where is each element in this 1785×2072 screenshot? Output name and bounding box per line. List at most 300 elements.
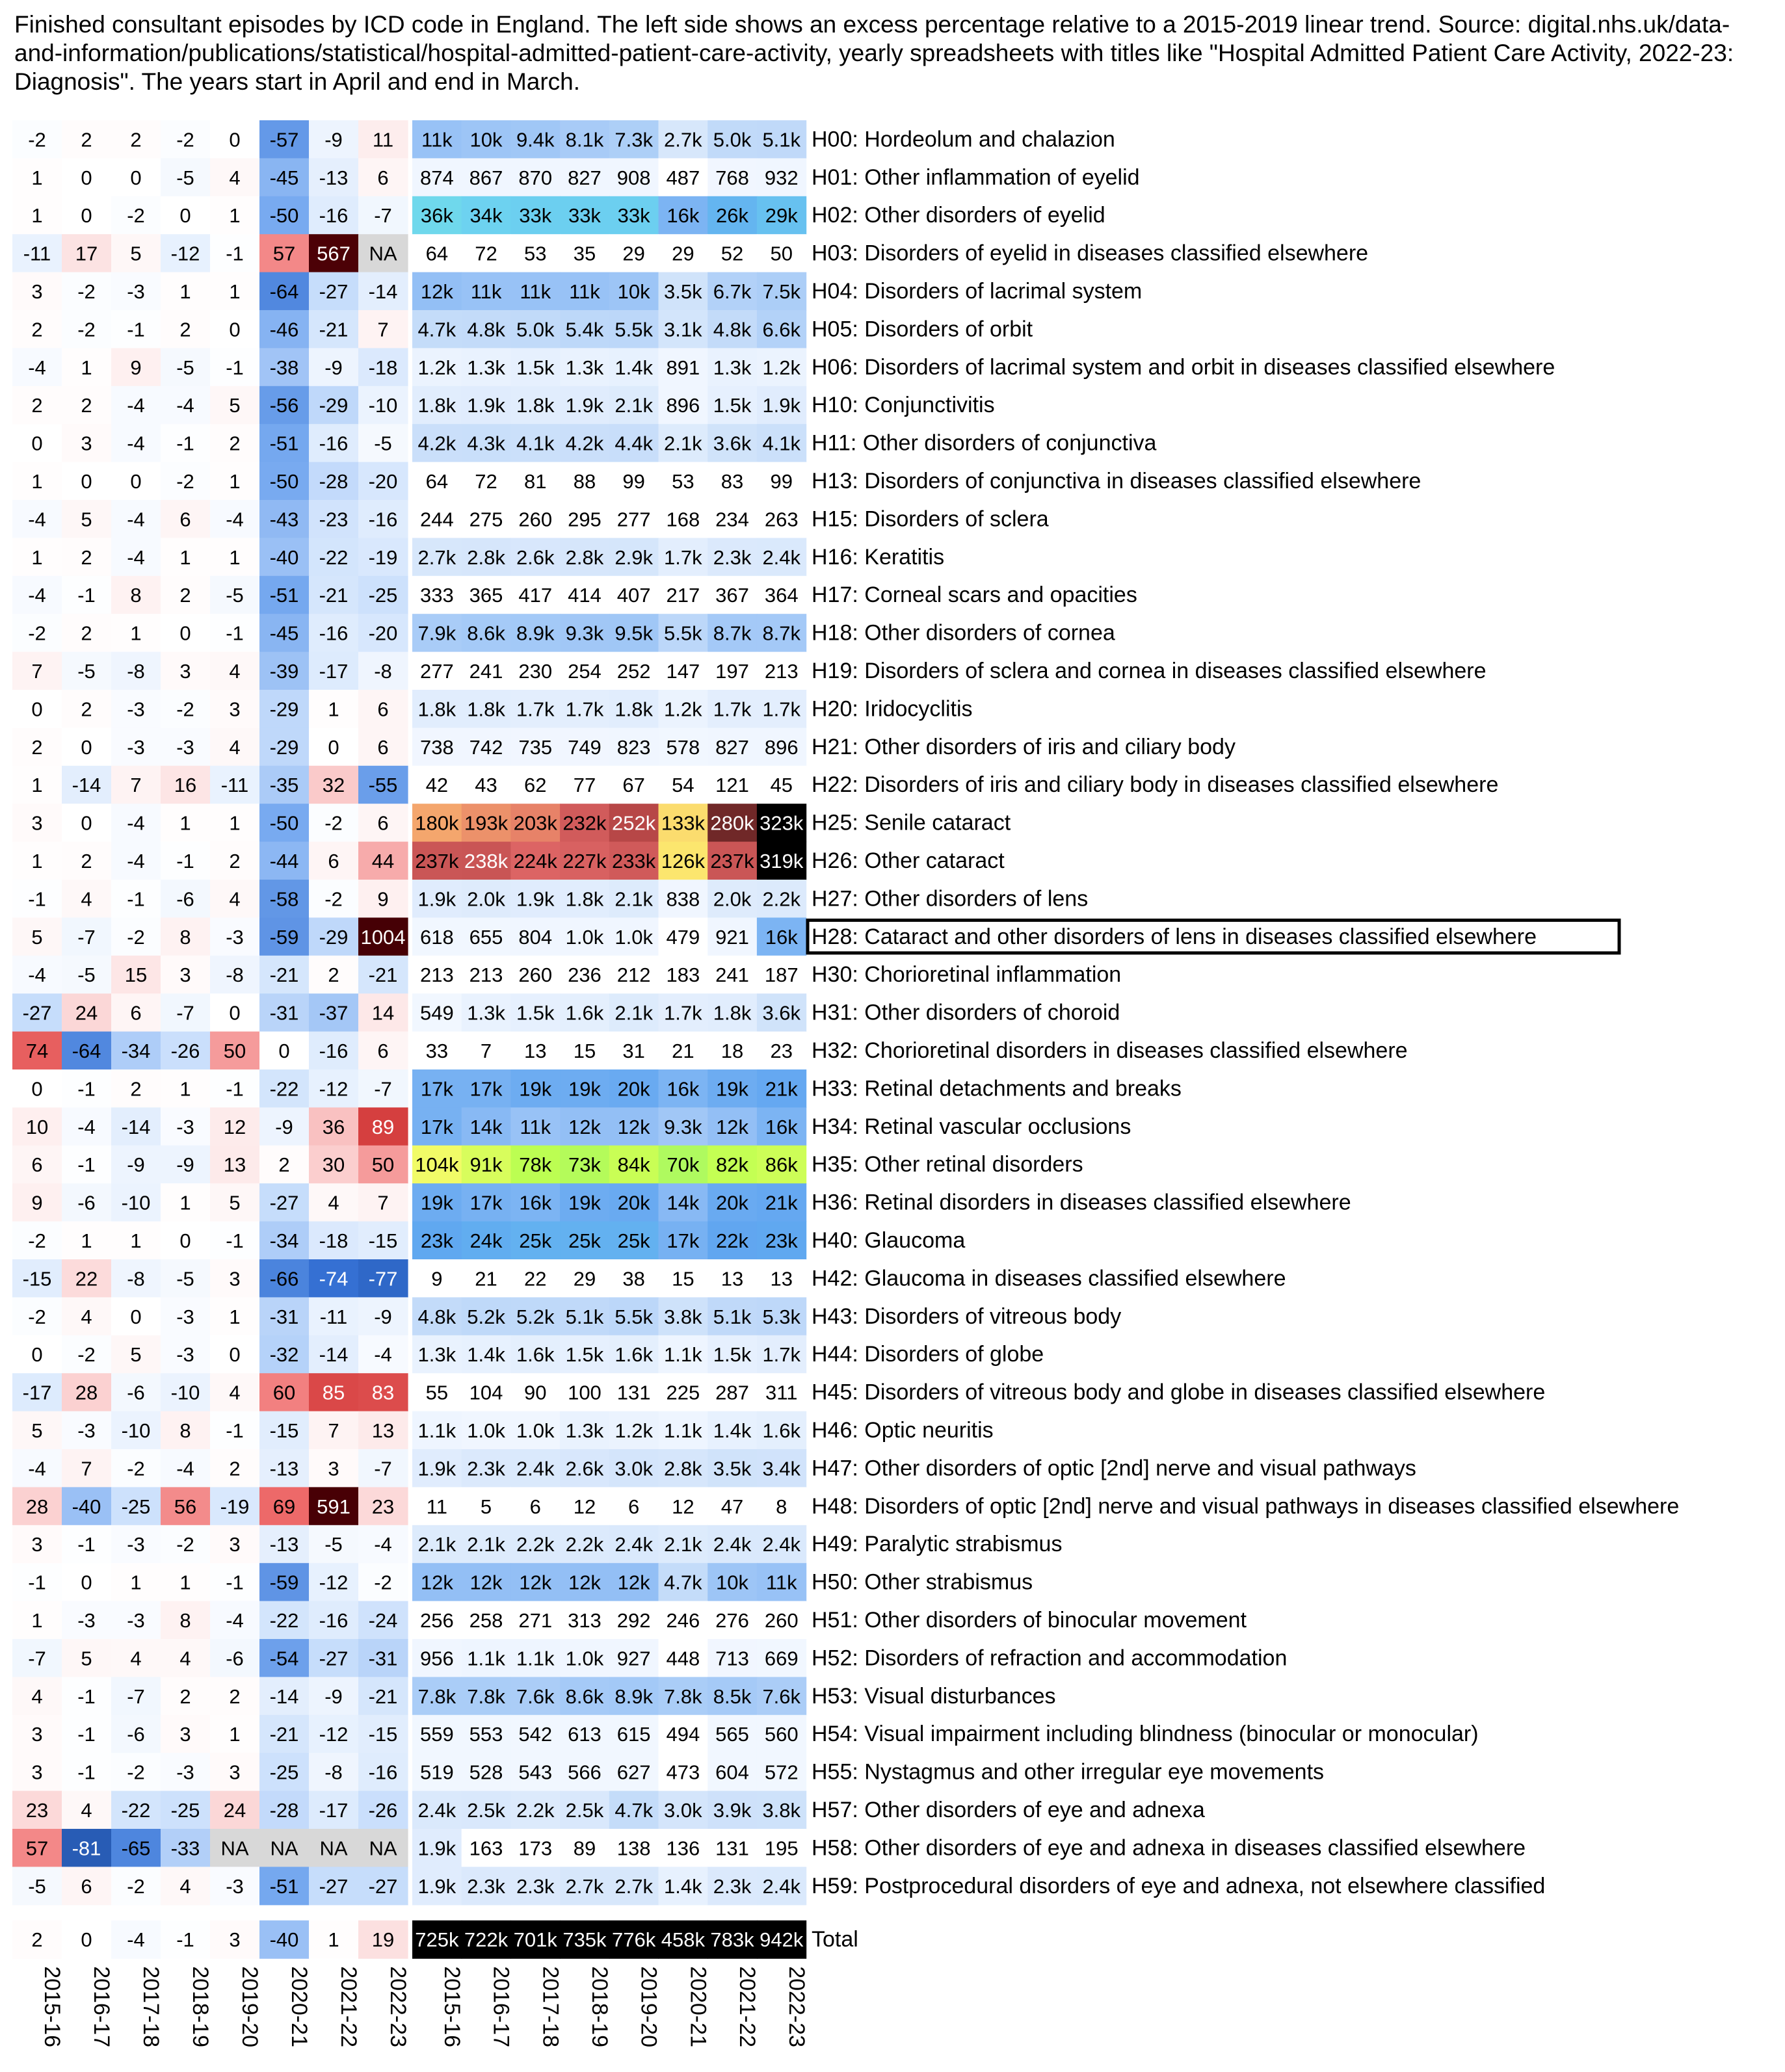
h27-excess-label: 9 — [377, 887, 389, 911]
h32-count-label: 7 — [480, 1039, 492, 1062]
h46-excess-label: 8 — [179, 1419, 191, 1442]
h28-excess-label: -29 — [319, 925, 349, 949]
h32-excess-label: -34 — [121, 1039, 151, 1062]
h58-excess-label: 57 — [25, 1837, 49, 1860]
total-excess-label: 1 — [328, 1928, 339, 1952]
h16-excess-label: -22 — [319, 545, 349, 569]
h27-count-label: 2.1k — [615, 887, 653, 911]
h51-count-label: 260 — [764, 1608, 799, 1632]
h20-count-label: 1.8k — [467, 698, 505, 721]
h20-count-label: 1.7k — [516, 698, 555, 721]
h51-count-label: 246 — [666, 1608, 700, 1632]
h36-count-label: 19k — [420, 1191, 453, 1214]
h22-excess-label: 1 — [31, 774, 43, 797]
h04-count-label: 11k — [569, 280, 600, 303]
h30-count-label: 260 — [518, 964, 553, 987]
h02-count-label: 16k — [667, 204, 700, 228]
h25-row-label: H25: Senile cataract — [812, 810, 1011, 835]
h11-excess-label: 2 — [229, 432, 241, 455]
h13-row-label: H13: Disorders of conjunctiva in diseases classified elsewhere — [812, 468, 1421, 493]
h51-count-label: 256 — [419, 1608, 454, 1632]
h54-excess-label: -21 — [269, 1723, 299, 1746]
h06-count-label: 1.2k — [417, 356, 456, 379]
h42-count-label: 15 — [672, 1267, 694, 1291]
h34-count-label: 17k — [420, 1115, 453, 1138]
h52-count-label: 927 — [616, 1647, 651, 1670]
h18-count-label: 7.9k — [417, 622, 456, 645]
h42-excess-label: -8 — [127, 1267, 145, 1291]
h13-count-label: 99 — [770, 469, 793, 493]
h17-excess-label: -5 — [226, 584, 244, 607]
h04-excess-label: 3 — [31, 280, 43, 303]
h34-count-label: 12k — [617, 1115, 650, 1138]
h50-count-label: 10k — [716, 1571, 749, 1594]
h47-excess-label: -13 — [269, 1457, 299, 1480]
h44-excess-label: -2 — [77, 1343, 96, 1367]
h57-excess-label: -17 — [319, 1798, 349, 1822]
h05-count-label: 4.7k — [417, 318, 456, 341]
h47-excess-label: 2 — [229, 1457, 241, 1480]
h33-count-label: 19k — [519, 1077, 552, 1101]
h00-excess-label: 11 — [372, 128, 394, 151]
h43-excess-label: -31 — [269, 1305, 299, 1328]
h51-count-label: 258 — [469, 1608, 503, 1632]
h02-excess-label: -16 — [319, 204, 349, 228]
h54-count-label: 559 — [419, 1723, 454, 1746]
h47-count-label: 2.4k — [516, 1457, 555, 1480]
h33-count-label: 17k — [420, 1077, 453, 1101]
h34-excess-label: -4 — [77, 1115, 96, 1138]
h53-excess-label: -14 — [269, 1685, 299, 1708]
h22-excess-label: 32 — [322, 774, 345, 797]
h05-excess-label: -2 — [77, 318, 96, 341]
h06-excess-label: -5 — [176, 356, 194, 379]
total-excess-label: 2 — [31, 1928, 43, 1952]
h45-excess-label: -10 — [170, 1381, 200, 1404]
h21-excess-label: 0 — [328, 735, 339, 759]
h30-count-label: 183 — [666, 964, 700, 987]
h27-count-label: 2.0k — [467, 887, 505, 911]
h01-excess-label: -45 — [269, 166, 299, 189]
h19-excess-label: -5 — [77, 659, 96, 683]
h01-count-label: 487 — [666, 166, 700, 189]
total-count-label: 776k — [612, 1928, 656, 1952]
h49-count-label: 2.2k — [516, 1533, 555, 1556]
h03-count-label: 29 — [622, 242, 645, 265]
h59-excess-label: -27 — [319, 1874, 349, 1898]
h47-count-label: 2.6k — [565, 1457, 604, 1480]
h58-excess-label: NA — [319, 1837, 348, 1860]
h26-excess-label: -4 — [127, 849, 145, 872]
h03-count-label: 52 — [721, 242, 744, 265]
h35-count-label: 91k — [469, 1153, 503, 1177]
h26-excess-label: -1 — [176, 849, 194, 872]
h34-excess-label: 12 — [223, 1115, 246, 1138]
h35-excess-label: 13 — [223, 1153, 246, 1177]
h53-count-label: 8.6k — [565, 1685, 604, 1708]
h31-count-label: 1.5k — [516, 1001, 555, 1025]
h45-excess-label: 85 — [322, 1381, 345, 1404]
h35-count-label: 84k — [617, 1153, 650, 1177]
h36-count-label: 21k — [765, 1191, 798, 1214]
h16-row-label: H16: Keratitis — [812, 544, 945, 570]
h55-excess-label: -25 — [269, 1761, 299, 1784]
h30-excess-label: -21 — [368, 964, 398, 987]
h25-count-label: 323k — [760, 811, 804, 835]
h21-excess-label: 4 — [229, 735, 241, 759]
h53-count-label: 7.8k — [664, 1685, 702, 1708]
year-tick-label: 2016-17 — [89, 1966, 114, 2047]
h03-count-label: 64 — [425, 242, 449, 265]
h15-excess-label: 5 — [81, 508, 92, 531]
h21-count-label: 749 — [568, 735, 602, 759]
h57-excess-label: 23 — [25, 1798, 49, 1822]
h50-excess-label: -2 — [374, 1571, 392, 1594]
h32-count-label: 13 — [524, 1039, 547, 1062]
h22-excess-label: -11 — [220, 774, 249, 797]
h36-excess-label: -6 — [77, 1191, 96, 1214]
h49-count-label: 2.1k — [664, 1533, 702, 1556]
h32-excess-label: -16 — [319, 1039, 349, 1062]
h16-excess-label: 1 — [229, 545, 241, 569]
h25-count-label: 193k — [464, 811, 509, 835]
h03-excess-label: -11 — [23, 242, 51, 265]
h25-count-label: 203k — [513, 811, 557, 835]
h21-count-label: 896 — [764, 735, 799, 759]
h48-excess-label: -40 — [72, 1495, 101, 1518]
h50-excess-label: -59 — [269, 1571, 299, 1594]
h46-row-label: H46: Optic neuritis — [812, 1417, 994, 1443]
h28-count-label: 921 — [715, 925, 749, 949]
h35-excess-label: -9 — [127, 1153, 145, 1177]
h31-excess-label: 6 — [130, 1001, 142, 1025]
h25-excess-label: 6 — [377, 811, 389, 835]
h58-count-label: 136 — [666, 1837, 700, 1860]
h53-excess-label: -9 — [324, 1685, 343, 1708]
h22-count-label: 62 — [524, 774, 547, 797]
h36-count-label: 14k — [667, 1191, 700, 1214]
h11-count-label: 4.2k — [417, 432, 456, 455]
h40-excess-label: 1 — [130, 1229, 142, 1252]
h27-excess-label: -1 — [127, 887, 145, 911]
h18-count-label: 8.7k — [762, 622, 801, 645]
h26-excess-label: 1 — [31, 849, 43, 872]
h19-row-label: H19: Disorders of sclera and cornea in diseases classified elsewhere — [812, 658, 1487, 683]
h22-count-label: 42 — [425, 774, 449, 797]
h44-count-label: 1.6k — [516, 1343, 555, 1367]
h35-count-label: 78k — [519, 1153, 552, 1177]
h57-excess-label: 4 — [81, 1798, 92, 1822]
h30-excess-label: 2 — [328, 964, 339, 987]
h46-excess-label: 13 — [371, 1419, 395, 1442]
h01-excess-label: -5 — [176, 166, 194, 189]
h02-count-label: 29k — [765, 204, 798, 228]
h36-excess-label: -27 — [269, 1191, 299, 1214]
h00-count-label: 7.3k — [615, 128, 653, 151]
h01-excess-label: 4 — [229, 166, 241, 189]
h44-excess-label: -3 — [176, 1343, 194, 1367]
h40-count-label: 17k — [667, 1229, 700, 1252]
h28-count-label: 618 — [419, 925, 454, 949]
h43-excess-label: -9 — [374, 1305, 392, 1328]
h19-excess-label: -39 — [269, 659, 299, 683]
h01-count-label: 827 — [568, 166, 602, 189]
h50-excess-label: 0 — [81, 1571, 92, 1594]
year-tick-label: 2019-20 — [636, 1966, 661, 2047]
h10-excess-label: -4 — [176, 394, 194, 417]
h22-count-label: 45 — [770, 774, 793, 797]
h02-count-label: 33k — [568, 204, 601, 228]
h59-excess-label: 4 — [179, 1874, 191, 1898]
h30-count-label: 212 — [616, 964, 651, 987]
h30-row-label: H30: Chorioretinal inflammation — [812, 962, 1122, 988]
h10-excess-label: 2 — [81, 394, 92, 417]
h04-count-label: 3.5k — [664, 280, 702, 303]
h02-count-label: 36k — [420, 204, 453, 228]
h18-excess-label: 1 — [130, 622, 142, 645]
h34-count-label: 12k — [716, 1115, 749, 1138]
h00-count-label: 5.0k — [713, 128, 752, 151]
h06-excess-label: 1 — [81, 356, 92, 379]
h13-count-label: 72 — [475, 469, 497, 493]
h19-count-label: 197 — [715, 659, 749, 683]
h42-count-label: 13 — [721, 1267, 744, 1291]
h22-count-label: 43 — [475, 774, 497, 797]
h58-excess-label: -65 — [121, 1837, 151, 1860]
h11-excess-label: 0 — [31, 432, 43, 455]
h57-count-label: 2.5k — [565, 1798, 604, 1822]
h51-count-label: 292 — [616, 1608, 651, 1632]
h25-excess-label: 1 — [229, 811, 241, 835]
h47-count-label: 1.9k — [417, 1457, 456, 1480]
h27-count-label: 1.9k — [516, 887, 555, 911]
h18-count-label: 8.6k — [467, 622, 505, 645]
h33-excess-label: -22 — [269, 1077, 299, 1101]
h43-count-label: 5.5k — [615, 1305, 653, 1328]
h36-count-label: 16k — [519, 1191, 552, 1214]
h49-excess-label: 3 — [31, 1533, 43, 1556]
h42-count-label: 38 — [622, 1267, 645, 1291]
h17-count-label: 417 — [518, 584, 553, 607]
h50-excess-label: -1 — [28, 1571, 46, 1594]
total-count-label: 725k — [415, 1928, 459, 1952]
total-count-label: 458k — [661, 1928, 705, 1952]
year-tick-label: 2015-16 — [40, 1966, 64, 2047]
chart-title: Finished consultant episodes by ICD code in England. The left side shows an excess percentage relative to a 2015-2019 linear trend. Source: digital.nhs.uk/data-and-information/publications/statistical/hospital-admitted-patient-care-activity, yearly spreadsheets with titles like "Hospital Admitted Patient Care Activity, 2022-23: Diagnosis". The years start in April and end in March. — [14, 11, 1734, 95]
h33-count-label: 16k — [667, 1077, 700, 1101]
h15-count-label: 295 — [568, 508, 602, 531]
h04-excess-label: -27 — [319, 280, 349, 303]
h17-count-label: 364 — [764, 584, 799, 607]
h32-row-label: H32: Chorioretinal disorders in diseases classified elsewhere — [812, 1038, 1408, 1063]
h18-count-label: 8.9k — [516, 622, 555, 645]
h32-count-label: 15 — [573, 1039, 596, 1062]
h57-count-label: 2.4k — [417, 1798, 456, 1822]
h34-count-label: 11k — [520, 1115, 551, 1138]
h27-excess-label: 4 — [81, 887, 92, 911]
h34-excess-label: -14 — [121, 1115, 151, 1138]
h00-count-label: 8.1k — [565, 128, 604, 151]
h36-excess-label: 1 — [179, 1191, 191, 1214]
h00-excess-label: -57 — [269, 128, 299, 151]
h16-count-label: 2.8k — [565, 545, 604, 569]
h51-excess-label: -3 — [127, 1608, 145, 1632]
h26-excess-label: -44 — [269, 849, 299, 872]
h57-row-label: H57: Other disorders of eye and adnexa — [812, 1797, 1205, 1822]
h33-excess-label: -1 — [77, 1077, 96, 1101]
h03-excess-label: 5 — [130, 242, 142, 265]
h01-count-label: 870 — [518, 166, 553, 189]
h49-count-label: 2.4k — [713, 1533, 752, 1556]
h46-count-label: 1.0k — [516, 1419, 555, 1442]
h35-excess-label: 50 — [371, 1153, 395, 1177]
h58-excess-label: NA — [369, 1837, 397, 1860]
h02-row-label: H02: Other disorders of eyelid — [812, 203, 1105, 228]
h13-excess-label: 1 — [31, 469, 43, 493]
h55-count-label: 572 — [764, 1761, 799, 1784]
h15-excess-label: 6 — [179, 508, 191, 531]
h15-count-label: 275 — [469, 508, 503, 531]
h18-excess-label: -20 — [368, 622, 398, 645]
h36-excess-label: 4 — [328, 1191, 339, 1214]
h34-count-label: 12k — [568, 1115, 601, 1138]
h57-count-label: 3.9k — [713, 1798, 752, 1822]
h59-count-label: 2.7k — [565, 1874, 604, 1898]
h01-excess-label: 1 — [31, 166, 43, 189]
h44-excess-label: 5 — [130, 1343, 142, 1367]
h04-count-label: 12k — [420, 280, 453, 303]
h57-count-label: 3.8k — [762, 1798, 801, 1822]
h10-excess-label: 2 — [31, 394, 43, 417]
h13-excess-label: 1 — [229, 469, 241, 493]
h51-excess-label: -24 — [368, 1608, 398, 1632]
h33-count-label: 20k — [617, 1077, 650, 1101]
h33-excess-label: -1 — [226, 1077, 244, 1101]
h33-excess-label: 0 — [31, 1077, 43, 1101]
h26-count-label: 224k — [513, 849, 557, 872]
h50-count-label: 12k — [469, 1571, 503, 1594]
h01-excess-label: -13 — [319, 166, 349, 189]
h50-count-label: 11k — [765, 1571, 797, 1594]
h42-count-label: 22 — [524, 1267, 547, 1291]
h42-excess-label: -77 — [368, 1267, 398, 1291]
h00-count-label: 11k — [421, 128, 453, 151]
h46-excess-label: -1 — [226, 1419, 244, 1442]
h05-excess-label: 2 — [31, 318, 43, 341]
h45-count-label: 287 — [715, 1381, 749, 1404]
h16-count-label: 2.3k — [713, 545, 752, 569]
h25-count-label: 232k — [562, 811, 607, 835]
h33-count-label: 19k — [716, 1077, 749, 1101]
h59-row-label: H59: Postprocedural disorders of eye and adnexa, not elsewhere classified — [812, 1873, 1546, 1898]
h42-excess-label: -66 — [269, 1267, 299, 1291]
h45-count-label: 131 — [616, 1381, 651, 1404]
h28-excess-label: -3 — [226, 925, 244, 949]
h19-count-label: 252 — [616, 659, 651, 683]
h22-excess-label: -35 — [269, 774, 299, 797]
h48-row-label: H48: Disorders of optic [2nd] nerve and visual pathways in diseases classified elsewhere — [812, 1493, 1680, 1519]
h01-row-label: H01: Other inflammation of eyelid — [812, 164, 1140, 190]
h26-count-label: 237k — [415, 849, 459, 872]
h25-count-label: 133k — [661, 811, 705, 835]
h47-count-label: 2.8k — [664, 1457, 702, 1480]
h35-row-label: H35: Other retinal disorders — [812, 1152, 1083, 1177]
h19-count-label: 277 — [419, 659, 454, 683]
h21-count-label: 742 — [469, 735, 503, 759]
h13-count-label: 53 — [672, 469, 694, 493]
h01-count-label: 908 — [616, 166, 651, 189]
h46-excess-label: -15 — [269, 1419, 299, 1442]
h43-excess-label: -2 — [28, 1305, 46, 1328]
h48-excess-label: -19 — [220, 1495, 250, 1518]
h54-count-label: 494 — [666, 1723, 700, 1746]
year-tick-label: 2017-18 — [538, 1966, 563, 2047]
h35-excess-label: -1 — [77, 1153, 96, 1177]
h45-excess-label: -6 — [127, 1381, 145, 1404]
h52-excess-label: -54 — [269, 1647, 299, 1670]
h03-row-label: H03: Disorders of eyelid in diseases classified elsewhere — [812, 241, 1369, 266]
h22-excess-label: -14 — [72, 774, 101, 797]
h06-excess-label: -1 — [226, 356, 244, 379]
h47-excess-label: -7 — [374, 1457, 392, 1480]
h04-count-label: 11k — [470, 280, 502, 303]
h26-excess-label: 2 — [81, 849, 92, 872]
h13-excess-label: -2 — [176, 469, 194, 493]
h51-row-label: H51: Other disorders of binocular movement — [812, 1607, 1247, 1633]
h35-count-label: 70k — [667, 1153, 700, 1177]
h51-excess-label: 8 — [179, 1608, 191, 1632]
h54-excess-label: -1 — [77, 1723, 96, 1746]
h31-count-label: 1.6k — [565, 1001, 604, 1025]
h36-excess-label: 9 — [31, 1191, 43, 1214]
h47-excess-label: -4 — [176, 1457, 194, 1480]
h52-count-label: 448 — [666, 1647, 700, 1670]
h27-excess-label: -6 — [176, 887, 194, 911]
h49-count-label: 2.4k — [762, 1533, 801, 1556]
h48-excess-label: 23 — [371, 1495, 395, 1518]
h00-excess-label: 2 — [81, 128, 92, 151]
h20-excess-label: -29 — [269, 698, 299, 721]
h53-count-label: 7.8k — [467, 1685, 505, 1708]
h15-count-label: 277 — [616, 508, 651, 531]
h52-count-label: 1.0k — [565, 1647, 604, 1670]
h34-excess-label: 36 — [322, 1115, 345, 1138]
h25-count-label: 252k — [612, 811, 656, 835]
h26-count-label: 126k — [661, 849, 705, 872]
h33-excess-label: -7 — [374, 1077, 392, 1101]
h04-excess-label: -3 — [127, 280, 145, 303]
h48-count-label: 5 — [480, 1495, 492, 1518]
h54-excess-label: 1 — [229, 1723, 241, 1746]
h16-count-label: 2.4k — [762, 545, 801, 569]
h54-excess-label: -12 — [319, 1723, 349, 1746]
h04-row-label: H04: Disorders of lacrimal system — [812, 278, 1143, 304]
h02-count-label: 33k — [617, 204, 650, 228]
h46-count-label: 1.3k — [565, 1419, 604, 1442]
h47-count-label: 3.0k — [615, 1457, 653, 1480]
h02-excess-label: -2 — [127, 204, 145, 228]
h03-count-label: 53 — [524, 242, 547, 265]
h53-excess-label: -21 — [368, 1685, 398, 1708]
h31-count-label: 549 — [419, 1001, 454, 1025]
h11-excess-label: -51 — [269, 432, 299, 455]
h13-count-label: 64 — [425, 469, 449, 493]
h19-excess-label: 3 — [179, 659, 191, 683]
h25-excess-label: -4 — [127, 811, 145, 835]
h59-excess-label: -51 — [269, 1874, 299, 1898]
h16-count-label: 2.7k — [417, 545, 456, 569]
h52-excess-label: -27 — [319, 1647, 349, 1670]
